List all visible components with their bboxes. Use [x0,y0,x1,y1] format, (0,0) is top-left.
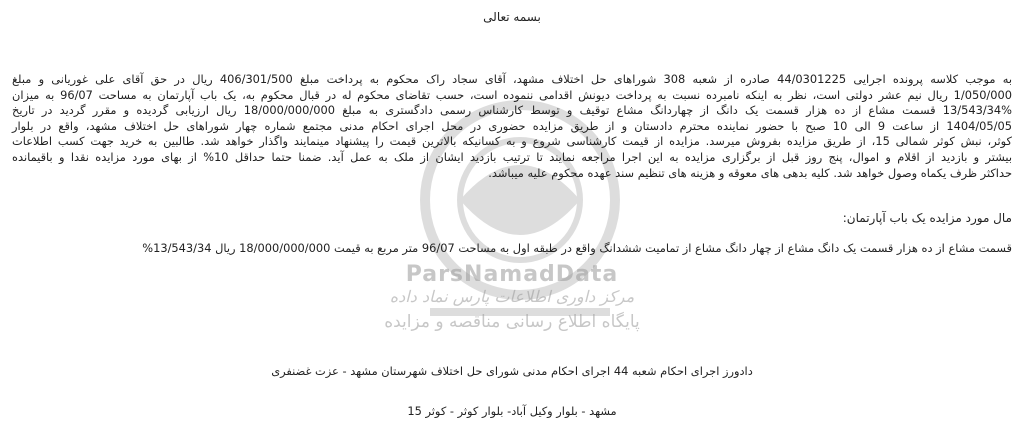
paragraph-line: حداکثر ظرف یکماه وصول خواهد شد. کلیه بدهی های معوقه و هزینه های تنظیم سند عهده محکوم علیه میباشد. [488,165,1012,180]
watermark-site: پایگاه اطلاع رسانی مناقصه و مزایده [384,312,640,332]
paragraph-line: به موجب کلاسه پرونده اجرایی 44/0301225 صادره از شعبه 308 شوراهای حل اختلاف مشهد، آقای سجاد راک محکوم به پرداخت مبلغ 406/301/500 ریال در حق آقای علی غوریانی و مبلغ [12,72,1012,86]
paragraph-line: کوثر، نبش کوثر شمالی 15، از طریق مزایده بفروش میرسد. مزایده از قیمت کارشناسی شروع و به کسانیکه بالاترین قیمت را پیشنهاد مینمایند واگذار خواهد شد. طالبین به خرید جهت کسب اطلاعات [12,134,1012,149]
notice-paragraph [12,72,1012,181]
paragraph-line: بیشتر و بازدید از اقلام و اموال، پنج روز قبل از برگزاری مزایده به این اجرا مراجعه نمایند تا ترتیب بازدید ایشان از ملک به عمل آید. ضمنا حتما حداقل 10% از بهای مورد مزایده نقدا و باقیمانده [12,149,1012,164]
signature-line: دادورز اجرای احکام شعبه 44 اجرای احکام مدنی شورای حل اختلاف شهرستان مشهد - عزت غضنفری [271,364,753,378]
paragraph-line: 13/543/34% قسمت مشاع از ده هزار قسمت یک دانگ از چهاردانگ مشاع توقیف و توسط کارشناس رسمی دادگستری به مبلغ 18/000/000/000 ریال ارزیابی گردیده و مقرر گردید در تاریخ [12,103,1012,118]
document-heading: بسمه تعالی [483,10,541,24]
watermark-brand: ParsNamadData [405,262,619,287]
address-line: مشهد - بلوار وکیل آباد- بلوار کوثر - کوثر 15 [407,404,617,418]
watermark-tagline: مرکز داوری اطلاعات پارس نماد داده [389,287,635,306]
paragraph-line: 1/050/000 ریال نیم عشر دولتی است، نظر به اینکه نامبرده نسبت به پرداخت دیونش اقدامی ننموده است، حسب تقاضای محکوم له در قبال محکوم به، یک باب آپارتمان به مساحت 96/07 به میزان [12,87,1013,102]
auction-subject-title: مال مورد مزایده یک باب آپارتمان: [842,211,1012,225]
auction-subject-description: قسمت مشاع از ده هزار قسمت یک دانگ مشاع از چهار دانگ مشاع از تمامیت ششدانگ واقع در طبقه اول به مساحت 96/07 متر مربع به قیمت 18/000/000/000 ریال 13/543/34% [142,241,1012,255]
paragraph-line: 1404/05/05 از ساعت 9 الی 10 صبح با حضور نماینده محترم دادستان و از طریق مزایده حضوری در محل اجرای احکام مدنی مجتمع شماره چهار شوراهای حل اختلاف مشهد، واقع در بلوار [12,118,1012,133]
